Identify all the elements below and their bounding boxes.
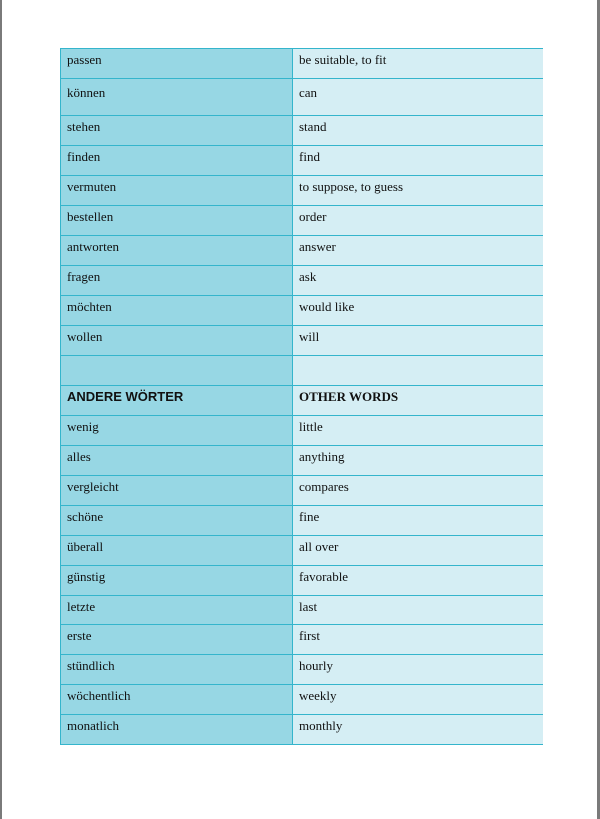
document-page — [2, 0, 597, 819]
german-word: vergleicht — [61, 476, 293, 506]
german-word: antworten — [61, 236, 293, 266]
german-word: erste — [61, 625, 293, 655]
table-row — [61, 79, 543, 116]
german-word: schöne — [61, 506, 293, 536]
english-translation: favorable — [293, 566, 543, 596]
table-row — [61, 236, 543, 266]
table-row — [61, 146, 543, 176]
section-heading-row — [61, 386, 543, 416]
table-row — [61, 176, 543, 206]
table-row — [61, 266, 543, 296]
german-word: passen — [61, 49, 293, 79]
table-row — [61, 296, 543, 326]
table-row — [61, 476, 543, 506]
english-translation: stand — [293, 116, 543, 146]
table-row — [61, 416, 543, 446]
german-word: alles — [61, 446, 293, 476]
german-word: monatlich — [61, 715, 293, 745]
english-translation: can — [293, 79, 543, 116]
english-translation: anything — [293, 446, 543, 476]
german-word: wollen — [61, 326, 293, 356]
english-translation: monthly — [293, 715, 543, 745]
table-row — [61, 596, 543, 625]
german-word: können — [61, 79, 293, 116]
vocabulary-table — [60, 48, 543, 745]
german-word: günstig — [61, 566, 293, 596]
german-word: finden — [61, 146, 293, 176]
section-heading-english: OTHER WORDS — [293, 386, 543, 416]
table-row — [61, 655, 543, 685]
table-row — [61, 536, 543, 566]
empty-row — [61, 356, 543, 386]
english-translation: to suppose, to guess — [293, 176, 543, 206]
english-translation: would like — [293, 296, 543, 326]
german-word: stündlich — [61, 655, 293, 685]
german-word: bestellen — [61, 206, 293, 236]
table-row — [61, 566, 543, 596]
english-translation: order — [293, 206, 543, 236]
english-translation: find — [293, 146, 543, 176]
german-word: wenig — [61, 416, 293, 446]
german-word: letzte — [61, 596, 293, 625]
german-word: vermuten — [61, 176, 293, 206]
german-word — [61, 356, 293, 386]
table-row — [61, 446, 543, 476]
english-translation: ask — [293, 266, 543, 296]
german-word: fragen — [61, 266, 293, 296]
english-translation: will — [293, 326, 543, 356]
german-word: möchten — [61, 296, 293, 326]
english-translation: little — [293, 416, 543, 446]
english-translation: hourly — [293, 655, 543, 685]
english-translation: first — [293, 625, 543, 655]
table-row — [61, 715, 543, 745]
english-translation: answer — [293, 236, 543, 266]
table-row — [61, 116, 543, 146]
table-row — [61, 625, 543, 655]
table-row — [61, 685, 543, 715]
german-word: überall — [61, 536, 293, 566]
table-row — [61, 49, 543, 79]
english-translation: fine — [293, 506, 543, 536]
english-translation: last — [293, 596, 543, 625]
section-heading-german: ANDERE WÖRTER — [61, 386, 293, 416]
table-row — [61, 506, 543, 536]
english-translation: weekly — [293, 685, 543, 715]
german-word: wöchentlich — [61, 685, 293, 715]
german-word: stehen — [61, 116, 293, 146]
english-translation: compares — [293, 476, 543, 506]
table-row — [61, 206, 543, 236]
english-translation: be suitable, to fit — [293, 49, 543, 79]
english-translation: all over — [293, 536, 543, 566]
table-row — [61, 326, 543, 356]
english-translation — [293, 356, 543, 386]
